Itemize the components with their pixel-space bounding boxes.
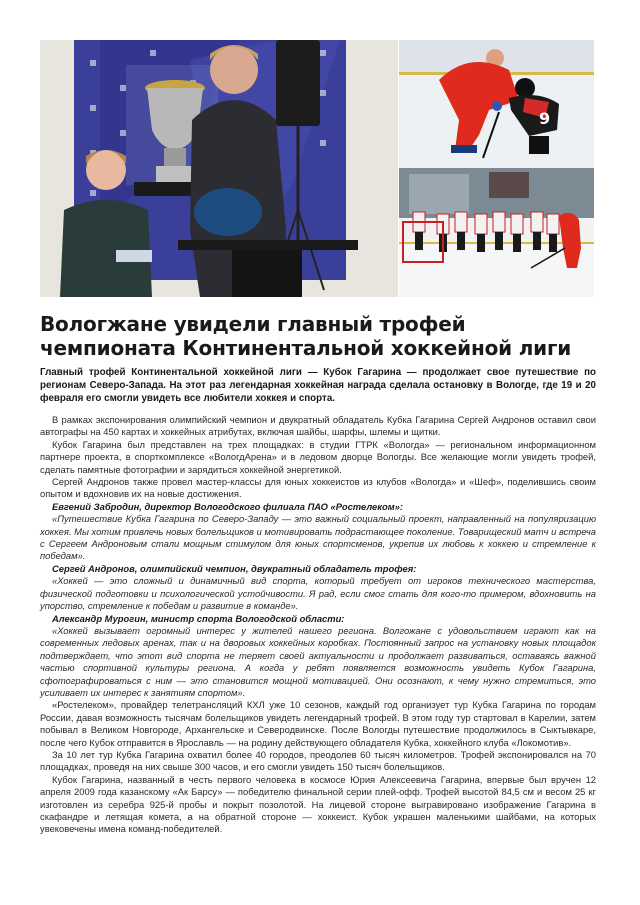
paragraph: Кубок Гагарина, названный в честь первого человека в космосе Юрия Алексеевича Гагарина, впервые был вручен 12 апреля 2009 года казанскому «Ак Барсу» — победителю финальной серии плей-офф. Трофей высотой 84,5 см и весом 25 кг изготовлен из серебра 925-й пробы и покрыт позолотой. На лицевой стороне выгравировано изображение Гагарина в скафандре и летящая комета, а на обратной стороне — хоккеист. Кубок украшен маленькими шайбами, на которых увековечены имена команд-победителей. [40,773,596,835]
speaker-heading: Сергей Андронов, олимпийский чемпион, двукратный обладатель трофея: [52,562,417,574]
paragraph: За 10 лет тур Кубка Гагарина охватил более 40 городов, преодолев 60 тысяч километров. Трофей экспонировался на 70 площадках, проведя на них свыше 300 часов, и его смогли увидеть 150 тысяч болельщиков. [40,748,596,773]
paragraph: В рамках экспонирования олимпийский чемпион и двукратный обладатель Кубка Гагарина Сергей Андронов оставил свои автографы на 450 картах и хоккейных атрибутах, включая шайбы, шарфы, шлемы и щитки. [40,414,596,438]
quote-paragraph: «Хоккей вызывает огромный интерес у жителей нашего региона. Волгожане с удовольствием играют как на современных ледовых аренах, так и на дворовых хоккейных коробках. Постоянный запрос на установку новых площадок подтверждает, что этот вид спорта не теряет своей актуальности и продолжает развиваться, оставаясь важной частью спортивной культуры региона. А когда у ребят появляется возможность увидеть Кубок Гагарина, сфотографироваться с ним — это становится мощной мотивацией. Они осознают, к чему нужно стремиться, это усиливает их интерес к занятиям спортом». [40,624,596,698]
article-lead: Главный трофей Континентальной хоккейной лиги — Кубок Гагарина — продолжает свое путешествие по регионам Северо-Запада. На этот раз легендарная хоккейная награда сделала остановку в Вологде, где 19 и 20 февраля его смогли увидеть все любители хоккея и спорта. [40,367,596,405]
paragraph: Сергей Андронов также провел мастер-классы для юных хоккеистов из клубов «Вологда» и «Шеф», поделившись своим опытом и вдохновив их на новые достижения. [40,476,596,500]
article-title: Вологжане увидели главный трофей чемпионата Континентальной хоккейной лиги [40,312,572,360]
photo-team-on-ice [399,168,594,297]
photo-collage [40,40,594,297]
speaker-heading: Евгений Забродин, директор Вологодского филиала ПАО «Ростелеком»: [52,500,404,512]
paragraph: «Ростелеком», провайдер телетрансляций КХЛ уже 10 сезонов, каждый год организует тур Кубка Гагарина по городам России, давая возможность тысячам болельщиков увидеть легендарный трофей. В этом году тур стартовал в Карелии, затем побывал в Великом Новгороде, Архангельске и Северодвинске. После Вологды путешествие продолжилось в Сыктывкаре, после чего Кубок отправится в Ярославль — на родину действующего обладателя Кубка, хоккейного клуба «Локомотив». [40,699,596,748]
quote-paragraph: «Хоккей — это сложный и динамичный вид спорта, который требует от игроков технического мастерства, физической подготовки и психологической устойчивости. Я рад, если смог стать для кого-то примером, вдохновить на упорство, стремление к победам и развитие в команде». [40,575,596,612]
paragraph: Кубок Гагарина был представлен на трех площадках: в студии ГТРК «Вологда» — региональном информационном партнере проекта, в спорткомплексе «ВологдАрена» и в ледовом дворце Вологды. Все желающие могли увидеть трофей, сделать памятные фотографии и зарядиться хоккейной энергетикой. [40,438,596,475]
photo-coach-with-child [399,40,594,168]
speaker-heading: Александр Мурогин, министр спорта Вологодской области: [52,612,345,624]
svg-text:9: 9 [539,109,551,128]
photo-autograph-signing [40,40,398,297]
article-body [40,414,596,836]
quote-paragraph: «Путешествие Кубка Гагарина по Северо-Западу — это важный социальный проект, направленный на популяризацию хоккея. Мы хотим привлечь новых болельщиков и мотивировать подрастающее поколение. Товарищеский матч и встреча с Сергеем Андроновым стали мощным стимулом для юных спортсменов, укрепив их любовь к хоккею и стремление к победам». [40,513,596,562]
